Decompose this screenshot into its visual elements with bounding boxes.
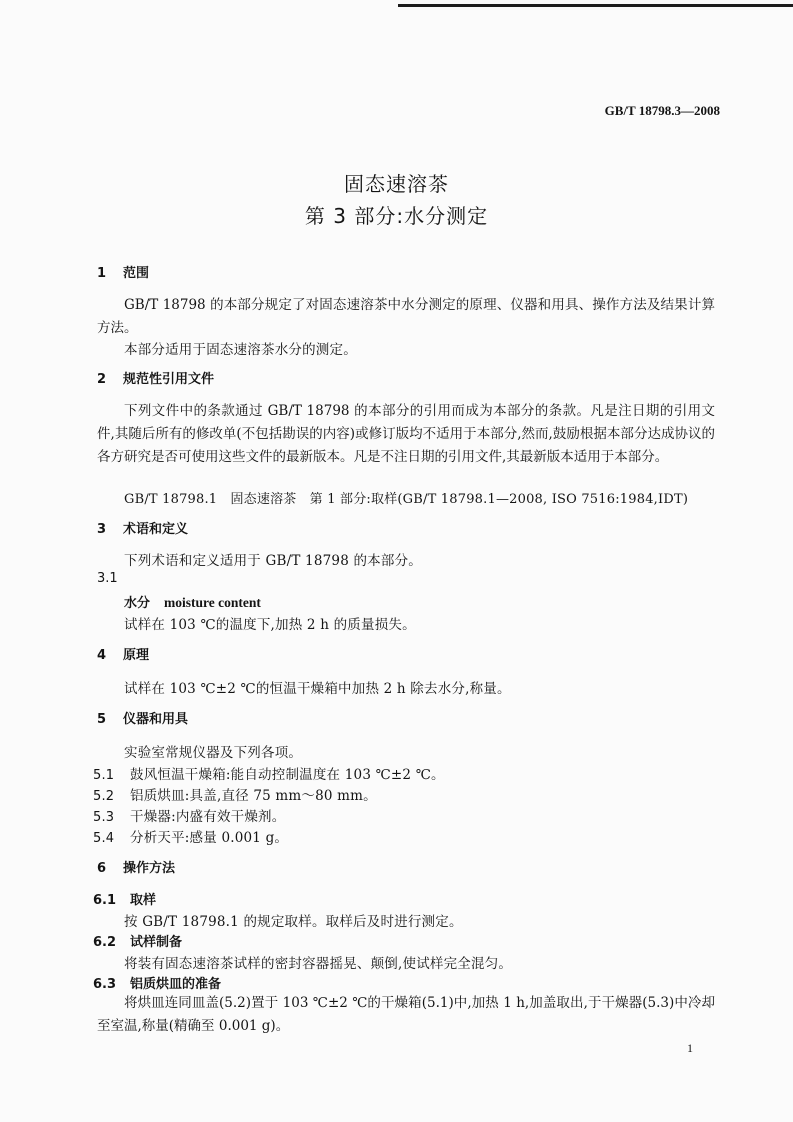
document-title: 固态速溶茶 bbox=[344, 172, 449, 196]
section-1-heading: 1 范围 bbox=[97, 266, 150, 281]
clause-3-1-number: 3.1 bbox=[97, 571, 118, 586]
section-4-paragraph: 试样在 103 ℃±2 ℃的恒温干燥箱中加热 2 h 除去水分,称量。 bbox=[124, 681, 511, 697]
standard-number: GB/T 18798.3—2008 bbox=[604, 103, 720, 118]
section-3-heading: 3 术语和定义 bbox=[97, 522, 189, 537]
section-2-paragraph: 下列文件中的条款通过 GB/T 18798 的本部分的引用而成为本部分的条款。凡是注日期的引用文件,其随后所有的修改单(不包括勘误的内容)或修订版均不适用于本部分,然而,鼓励根据本部分达成协议的各方研究是否可使用这些文件的最新版本。凡是不注日期的引用文件,其最新版本适用于本部分。 bbox=[97, 403, 715, 465]
page-number: 1 bbox=[687, 1041, 693, 1055]
section-1-scope-statement: 本部分适用于固态速溶茶水分的测定。 bbox=[124, 342, 357, 358]
clause-6-1-text: 按 GB/T 18798.1 的规定取样。取样后及时进行测定。 bbox=[124, 914, 463, 930]
section-5-heading: 5 仪器和用具 bbox=[97, 712, 189, 727]
section-6-heading: 6 操作方法 bbox=[97, 861, 176, 876]
section-5-paragraph: 实验室常规仪器及下列各项。 bbox=[124, 745, 303, 761]
item-5-3: 5.3 干燥器:内盛有效干燥剂。 bbox=[93, 809, 286, 825]
clause-6-3-text: 将烘皿连同皿盖(5.2)置于 103 ℃±2 ℃的干燥箱(5.1)中,加热 1 h,加盖取出,于干燥器(5.3)中冷却至室温,称量(精确至 0.001 g)。 bbox=[97, 995, 715, 1034]
item-5-4: 5.4 分析天平:感量 0.001 g。 bbox=[93, 830, 289, 846]
document-subtitle: 第 3 部分:水分测定 bbox=[304, 204, 489, 228]
clause-6-1-heading: 6.1 取样 bbox=[93, 893, 157, 908]
item-5-1: 5.1 鼓风恒温干燥箱:能自动控制温度在 103 ℃±2 ℃。 bbox=[93, 767, 445, 783]
scan-edge-line bbox=[398, 4, 793, 7]
term-definition: 试样在 103 ℃的温度下,加热 2 h 的质量损失。 bbox=[124, 617, 416, 633]
section-3-paragraph: 下列术语和定义适用于 GB/T 18798 的本部分。 bbox=[124, 553, 422, 569]
section-4-heading: 4 原理 bbox=[97, 648, 150, 663]
normative-reference: GB/T 18798.1 固态速溶茶 第 1 部分:取样(GB/T 18798.1—2008, ISO 7516:1984,IDT) bbox=[124, 492, 689, 507]
section-1-paragraph: GB/T 18798 的本部分规定了对固态速溶茶中水分测定的原理、仪器和用具、操作方法及结果计算方法。 bbox=[97, 297, 715, 336]
item-5-2: 5.2 铝质烘皿:具盖,直径 75 mm～80 mm。 bbox=[93, 788, 377, 804]
term-moisture-content: 水分 moisture content bbox=[124, 595, 261, 611]
clause-6-3-heading: 6.3 铝质烘皿的准备 bbox=[93, 977, 222, 992]
clause-6-2-text: 将装有固态速溶茶试样的密封容器摇晃、颠倒,使试样完全混匀。 bbox=[124, 956, 513, 972]
clause-6-2-heading: 6.2 试样制备 bbox=[93, 935, 183, 950]
section-2-heading: 2 规范性引用文件 bbox=[97, 372, 215, 387]
